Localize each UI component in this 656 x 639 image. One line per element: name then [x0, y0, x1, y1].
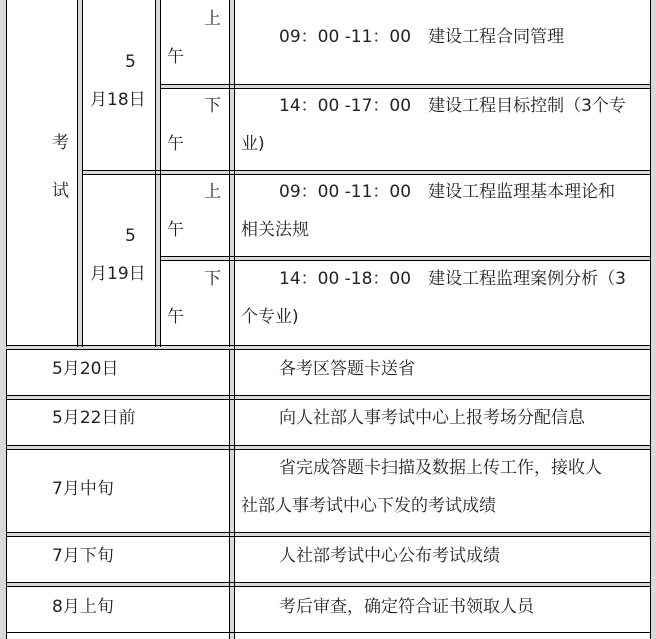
- grid-line: [77, 0, 78, 347]
- grid-line: [229, 349, 230, 639]
- session-schedule: 14：00 -17：00 建设工程目标控制（3个专: [279, 96, 626, 116]
- exam-date: 5: [125, 226, 136, 246]
- session-schedule: 09：00 -11：00 建设工程监理基本理论和: [279, 182, 616, 202]
- row-date: 8月上旬: [52, 597, 114, 617]
- grid-line: [234, 0, 235, 639]
- row-task: 省完成答题卡扫描及数据上传工作，接收人: [279, 458, 602, 478]
- grid-line: [6, 349, 7, 639]
- exam-label: 考: [52, 133, 69, 153]
- row-task: 各考区答题卡送省: [279, 359, 415, 379]
- row-date: 7月下旬: [52, 546, 114, 566]
- session-schedule: 09：00 -11：00 建设工程合同管理: [279, 27, 565, 47]
- session-period: 午: [167, 307, 184, 327]
- grid-line: [160, 256, 650, 257]
- session-schedule: 14：00 -18：00 建设工程监理案例分析（3: [279, 269, 626, 289]
- row-task: 向人社部人事考试中心上报考场分配信息: [279, 408, 585, 428]
- grid-line: [160, 84, 650, 85]
- exam-date: 月18日: [90, 90, 146, 110]
- session-period: 午: [167, 220, 184, 240]
- row-task: 人社部考试中心公布考试成绩: [279, 546, 500, 566]
- session-schedule-cont: 个专业): [241, 307, 299, 327]
- row-date: 5月20日: [52, 359, 119, 379]
- grid-line: [6, 345, 650, 346]
- grid-line: [6, 445, 650, 446]
- session-period: 午: [167, 134, 184, 154]
- session-period: 上: [204, 9, 221, 29]
- grid-line: [6, 632, 650, 633]
- grid-line: [6, 532, 650, 533]
- row-task: 考后审查，确定符合证书领取人员: [279, 597, 534, 617]
- row-date: 7月中旬: [52, 479, 114, 499]
- session-period: 下: [204, 269, 221, 289]
- exam-label: 试: [52, 181, 69, 201]
- grid-line: [6, 586, 650, 587]
- exam-date: 5: [125, 52, 136, 72]
- session-period: 午: [167, 47, 184, 67]
- row-task-cont: 社部人事考试中心下发的考试成绩: [241, 496, 496, 516]
- grid-line: [650, 0, 651, 639]
- session-schedule-cont: 相关法规: [241, 220, 309, 240]
- row-date: 5月22日前: [52, 408, 136, 428]
- session-period: 下: [204, 96, 221, 116]
- exam-date: 月19日: [90, 264, 146, 284]
- session-period: 上: [204, 182, 221, 202]
- grid-line: [6, 0, 7, 347]
- grid-line: [6, 582, 650, 583]
- grid-line: [6, 395, 650, 396]
- grid-line: [82, 170, 650, 171]
- session-schedule-cont: 业): [241, 134, 265, 154]
